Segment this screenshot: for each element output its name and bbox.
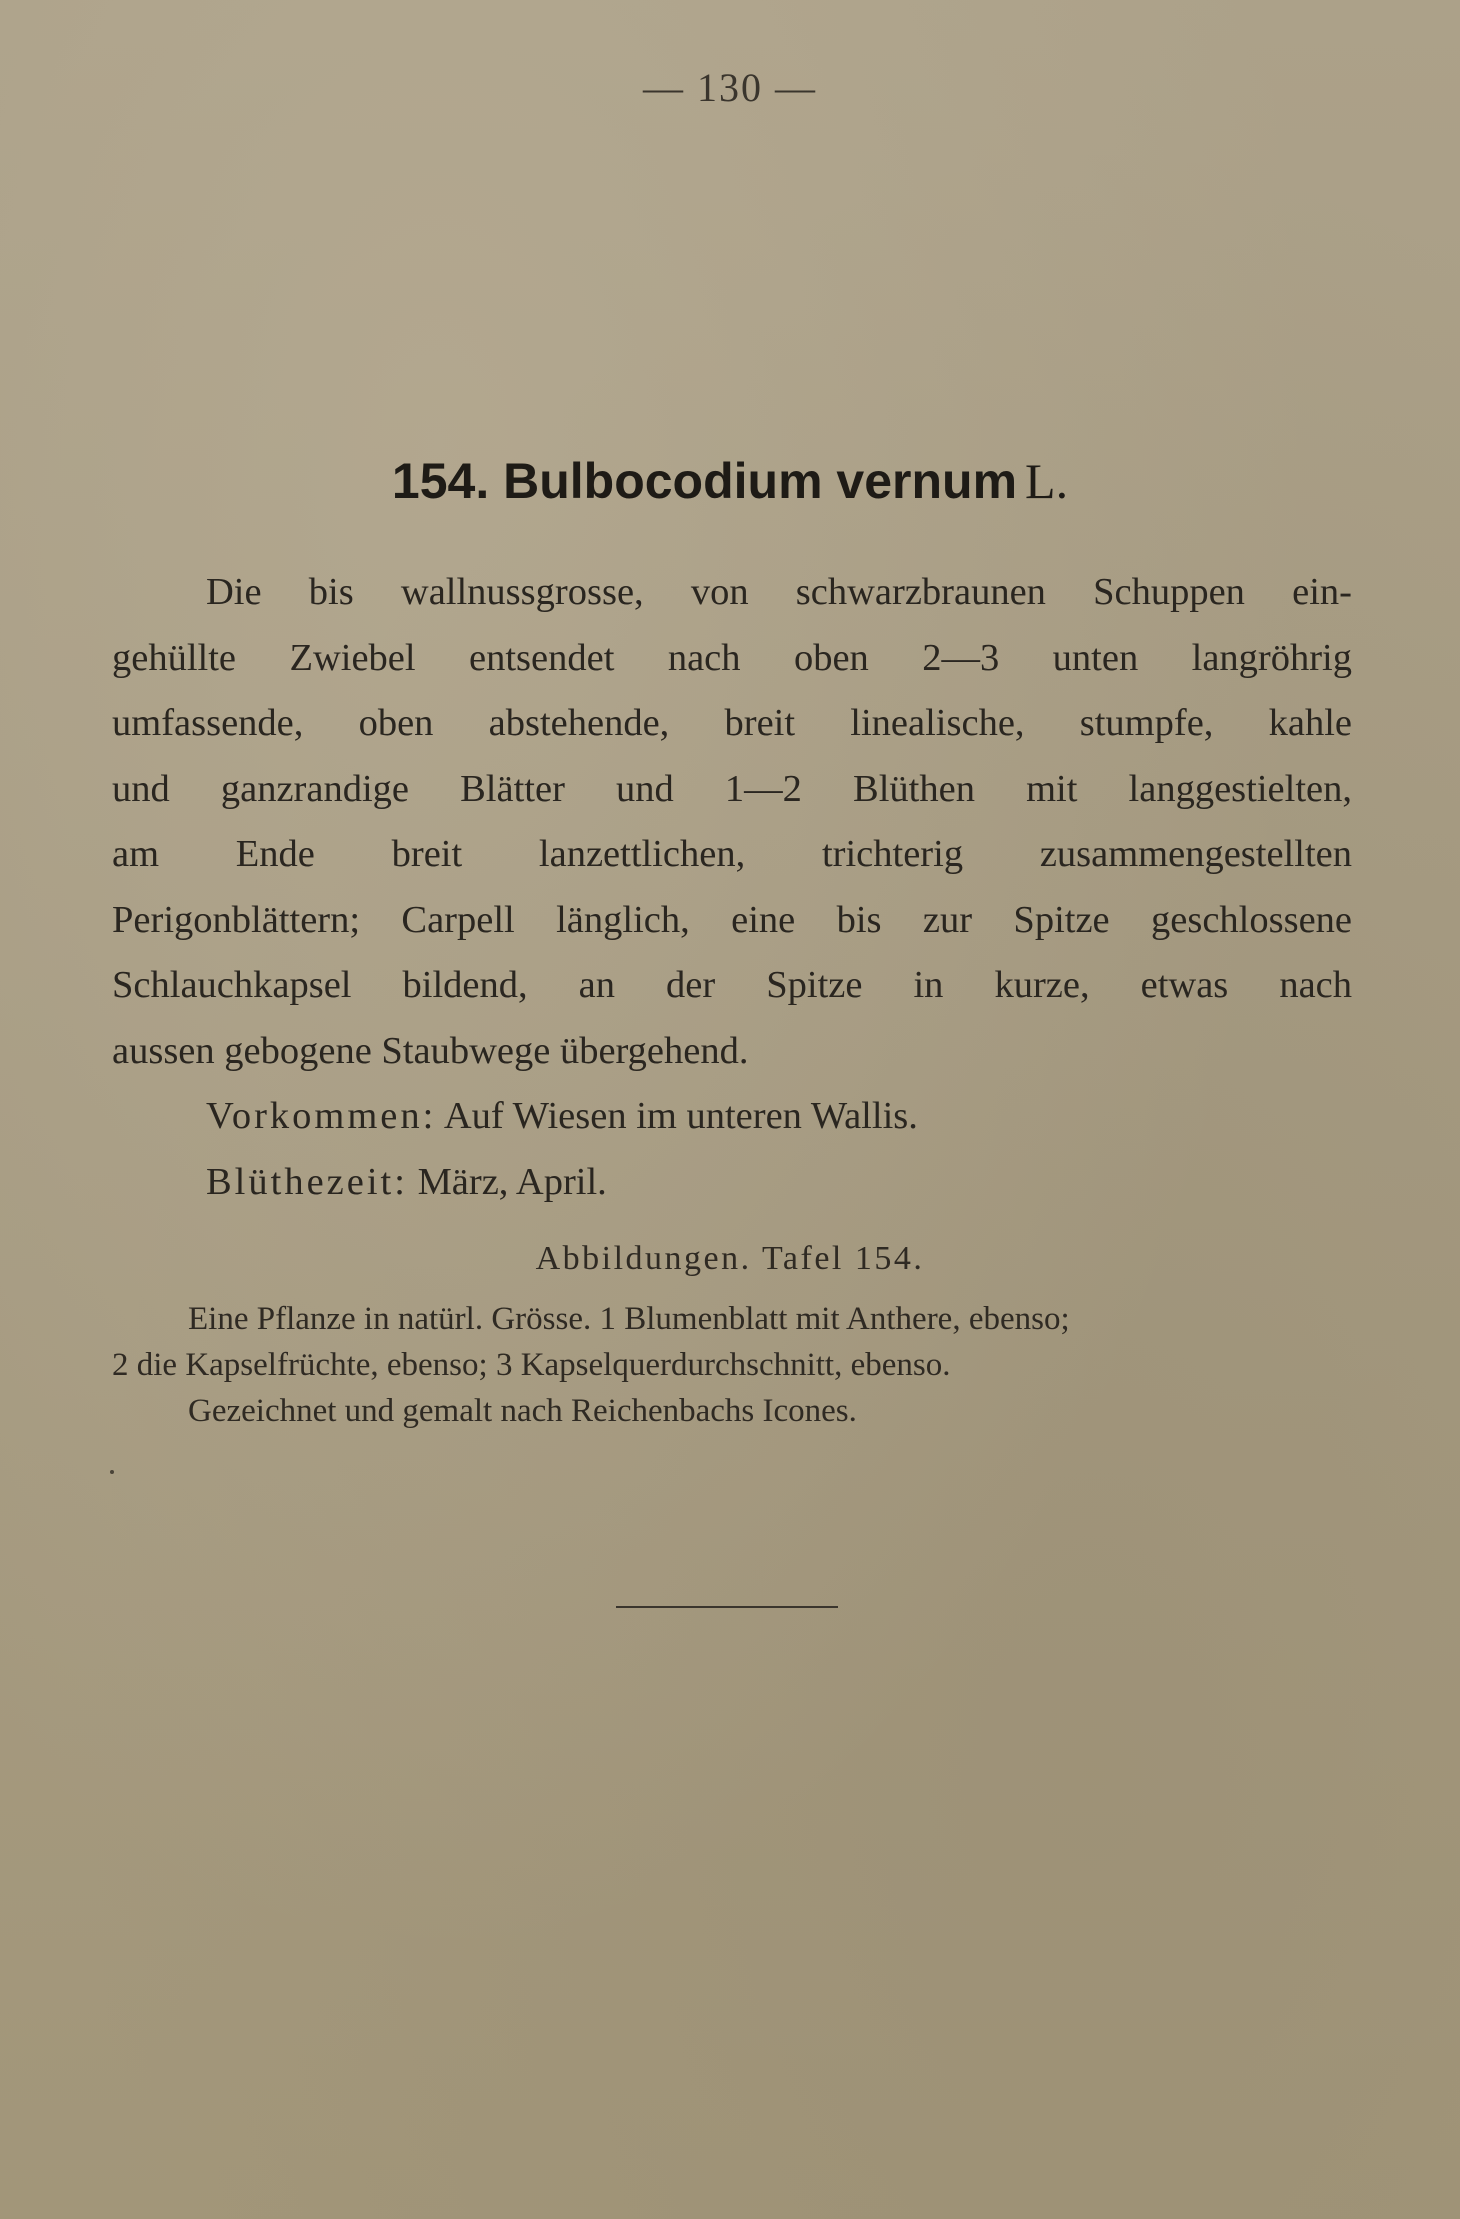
- occurrence-value: Auf Wiesen im unteren Wallis.: [443, 1095, 918, 1137]
- description-line: umfassende, oben abstehende, breit linealische, stumpfe, kahle: [112, 702, 1352, 744]
- description-line: Die bis wallnussgrosse, von schwarzbraunen Schuppen ein-: [206, 571, 1352, 613]
- end-rule: [616, 1606, 838, 1608]
- description-line: und ganzrandige Blätter und 1—2 Blüthen mit langgestielten,: [112, 767, 1352, 810]
- description-text: [112, 560, 1352, 1215]
- description-line: am Ende breit lanzettlichen, trichterig zusammengestellten: [112, 833, 1352, 875]
- flowering-label: Blüthezeit:: [206, 1160, 408, 1203]
- title-species: 154. Bulbocodium vernum: [391, 453, 1018, 509]
- occurrence-line: [112, 1084, 1352, 1150]
- description-line: gehüllte Zwiebel entsendet nach oben 2—3 unten langröhrig: [112, 636, 1352, 679]
- figures-line: Gezeichnet und gemalt nach Reichenbachs Icones.: [188, 1393, 857, 1429]
- figures-heading: Abbildungen. Tafel 154.: [535, 1240, 925, 1277]
- figures-line: 2 die Kapselfrüchte, ebenso; 3 Kapselquerdurchschnitt, ebenso.: [112, 1347, 951, 1383]
- figures-caption: [112, 1296, 1352, 1434]
- ink-speck: [110, 1470, 114, 1474]
- page-number: — 130 —: [643, 65, 817, 110]
- entry-title: [0, 452, 1460, 510]
- flowering-line: [112, 1150, 1352, 1216]
- description-line: Perigonblättern; Carpell länglich, eine bis zur Spitze geschlossene: [112, 898, 1352, 941]
- figures-line: Eine Pflanze in natürl. Grösse. 1 Blumenblatt mit Anthere, ebenso;: [188, 1301, 1070, 1337]
- flowering-value: März, April.: [417, 1160, 607, 1203]
- occurrence-label: Vorkommen:: [206, 1095, 437, 1137]
- title-author: L.: [1025, 453, 1069, 509]
- description-line: aussen gebogene Staubwege übergehend.: [112, 1029, 749, 1072]
- description-line: Schlauchkapsel bildend, an der Spitze in kurze, etwas nach: [112, 964, 1352, 1006]
